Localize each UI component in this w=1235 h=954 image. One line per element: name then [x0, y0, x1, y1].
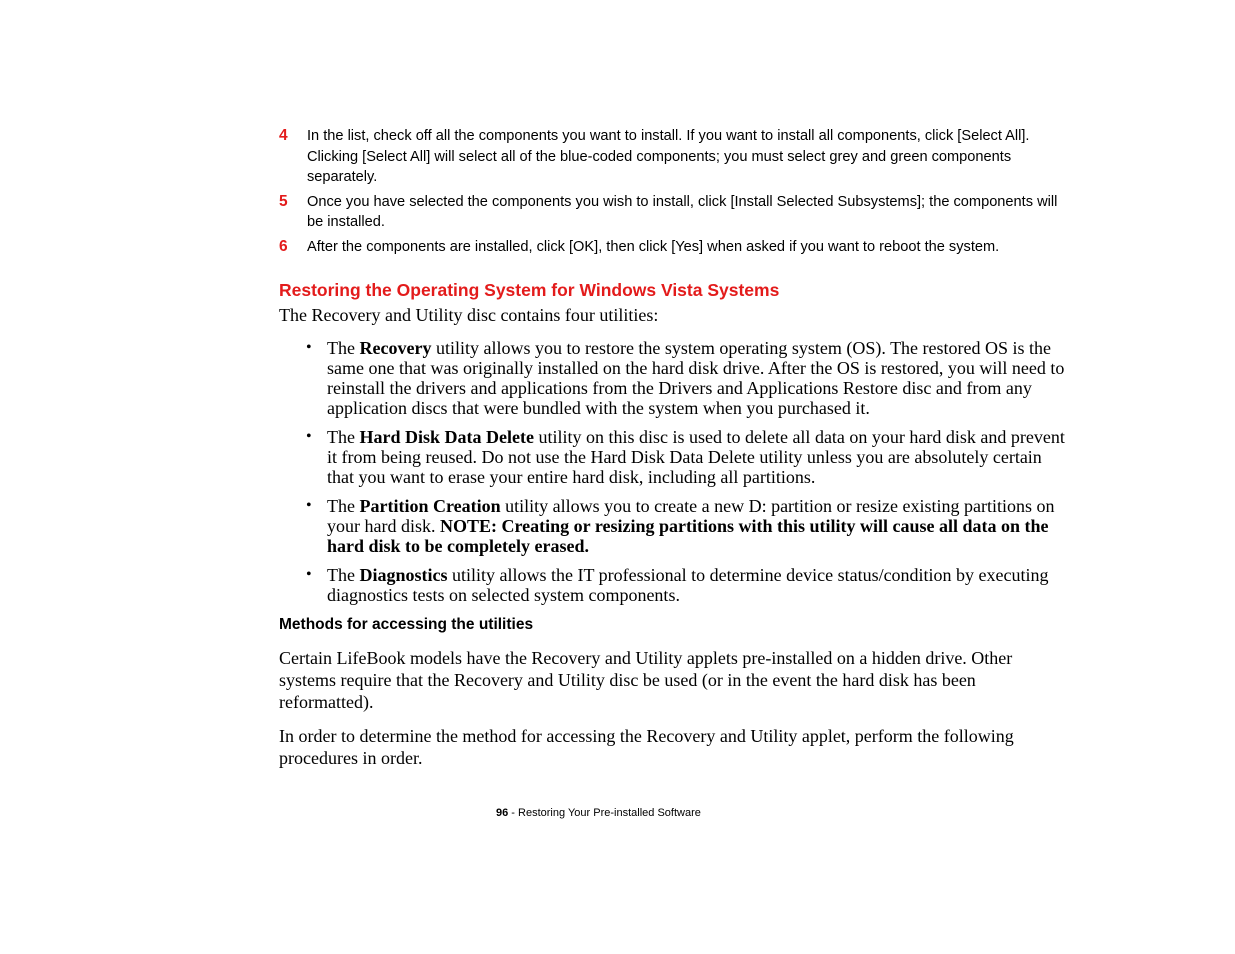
step-list	[279, 126, 1069, 257]
utility-prefix: The	[327, 338, 360, 358]
utility-name: Recovery	[359, 338, 432, 358]
methods-heading: Methods for accessing the utilities	[279, 616, 534, 633]
bullet-icon: •	[306, 497, 312, 514]
bullet-icon: •	[306, 566, 312, 583]
utility-list	[279, 338, 1069, 605]
step-text: Once you have selected the components you wish to install, click [Install Selected Subsystems]; the components will be installed.	[307, 193, 1058, 230]
page-footer	[496, 806, 701, 820]
utility-prefix: The	[327, 565, 360, 585]
utility-description: utility allows the IT professional to determine device status/condition by executing diagnostics tests on selected system components.	[327, 565, 1049, 605]
step-text: In the list, check off all the components you want to install. If you want to install all components, click [Select All]. Clicking [Select All] will select all of the blue-coded components; you must select grey and green components separately.	[307, 128, 1030, 185]
utility-description: utility on this disc is used to delete all data on your hard disk and prevent it from being reused. Do not use the Hard Disk Data Delete utility unless you are absolutely certain that you want to erase your entire hard disk, including all partitions.	[327, 427, 1065, 487]
section-heading: Restoring the Operating System for Windows Vista Systems	[279, 280, 780, 300]
footer-title: Restoring Your Pre-installed Software	[518, 807, 701, 819]
utility-item-hard-disk-data-delete	[279, 427, 1069, 487]
bullet-icon: •	[306, 428, 312, 445]
step-item	[279, 237, 1069, 258]
utility-description: utility allows you to restore the system operating system (OS). The restored OS is the same one that was originally installed on the hard disk drive. After the OS is restored, you will need to reinstall the drivers and applications from the Drivers and Applications Restore disc and from any application discs that were bundled with the system when you purchased it.	[327, 338, 1065, 418]
step-number: 6	[279, 237, 288, 255]
section-intro: The Recovery and Utility disc contains four utilities:	[279, 305, 659, 325]
page-number: 96	[496, 807, 509, 819]
methods-paragraph: Certain LifeBook models have the Recovery and Utility applets pre-installed on a hidden drive. Other systems require that the Recovery and Utility disc be used (or in the event the hard disk has been reformatted).	[279, 648, 1013, 712]
bullet-icon: •	[306, 339, 312, 356]
footer-separator: -	[508, 807, 519, 819]
utility-note: NOTE: Creating or resizing partitions with this utility will cause all data on the hard disk to be completely erased.	[327, 516, 1049, 556]
utility-prefix: The	[327, 496, 360, 516]
utility-prefix: The	[327, 427, 360, 447]
utility-name: Partition Creation	[359, 496, 501, 516]
step-number: 5	[279, 192, 288, 210]
utility-item-recovery	[279, 338, 1069, 418]
utility-name: Diagnostics	[359, 565, 448, 585]
step-item	[279, 192, 1069, 233]
step-text: After the components are installed, click [OK], then click [Yes] when asked if you want to reboot the system.	[307, 238, 1000, 255]
step-item	[279, 126, 1069, 188]
utility-description: utility allows you to create a new D: partition or resize existing partitions on your hard disk.	[327, 496, 1055, 536]
utility-item-partition-creation	[279, 496, 1069, 556]
step-number: 4	[279, 127, 288, 144]
methods-paragraph: In order to determine the method for accessing the Recovery and Utility applet, perform the following procedures in order.	[279, 726, 1014, 768]
utility-item-diagnostics	[279, 565, 1069, 605]
document-page	[279, 126, 1069, 769]
utility-name: Hard Disk Data Delete	[359, 427, 534, 447]
